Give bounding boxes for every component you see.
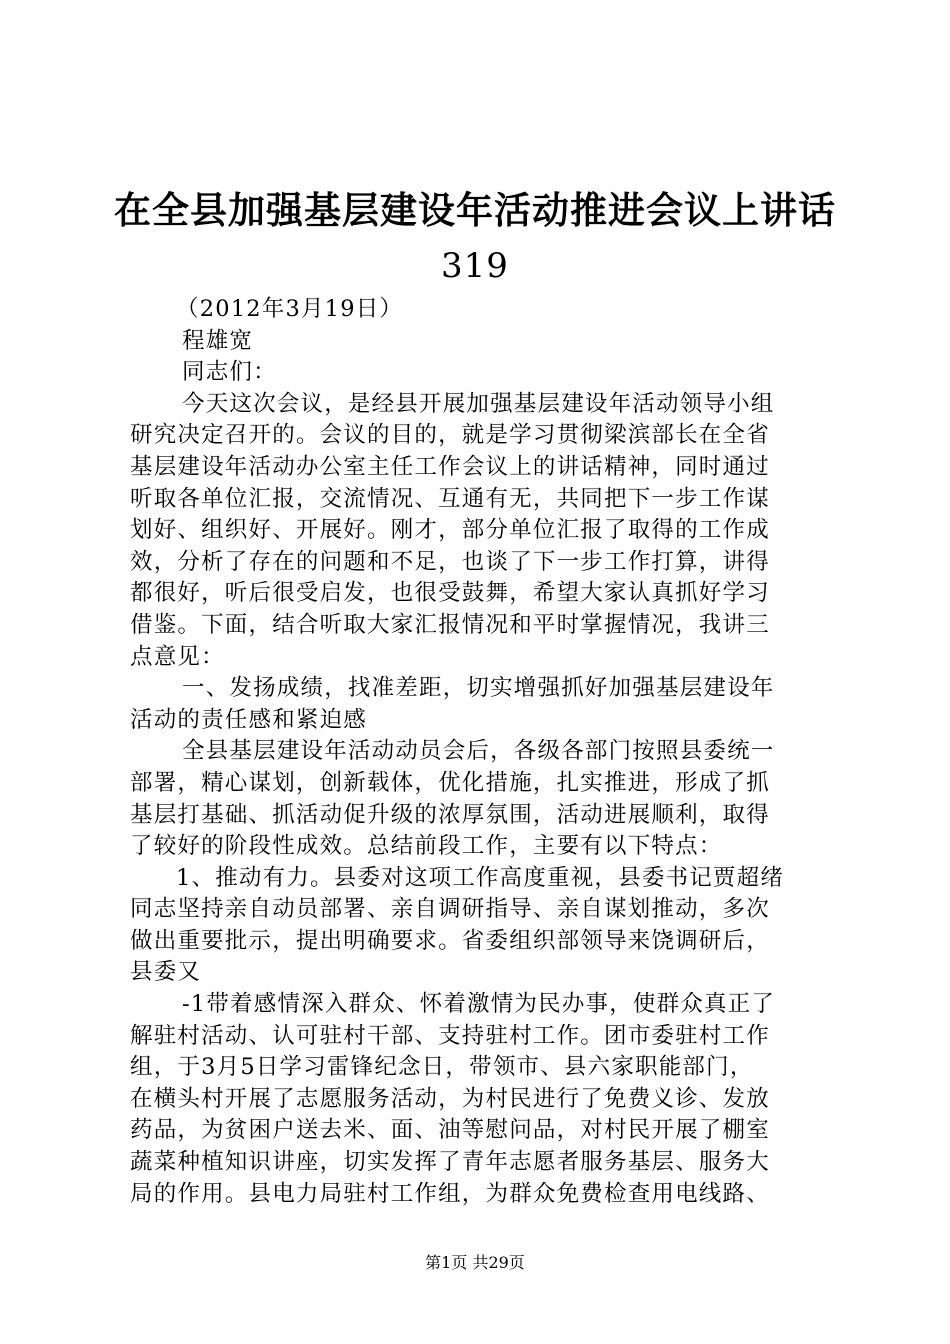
text-line: 组，于3月5日学习雷锋纪念日，带领市、县六家职能部门， xyxy=(130,1054,754,1081)
text-line: 听取各单位汇报，交流情况、互通有无，共同把下一步工作谋 xyxy=(130,485,770,512)
text-line: 同志坚持亲自动员部署、亲自调研指导、亲自谋划推动，多次 xyxy=(130,896,770,923)
text-line: 1、推动有力。县委对这项工作高度重视，县委书记贾超绪 xyxy=(176,864,785,891)
text-line: 一、发扬成绩，找准差距，切实增强抓好加强基层建设年 xyxy=(182,675,775,702)
text-line: 解驻村活动、认可驻村干部、支持驻村工作。团市委驻村工作 xyxy=(130,1022,770,1049)
text-line: 药品，为贫困户送去米、面、油等慰问品，对村民开展了棚室 xyxy=(130,1117,770,1144)
text-line: 效，分析了存在的问题和不足，也谈了下一步工作打算，讲得 xyxy=(130,548,770,575)
text-line: 程雄宽 xyxy=(182,327,254,354)
page-footer: 第1页 共29页 xyxy=(425,1253,525,1272)
text-line: 活动的责任感和紧迫感 xyxy=(130,706,368,733)
text-line: 研究决定召开的。会议的目的，就是学习贯彻梁滨部长在全省 xyxy=(130,422,770,449)
text-line: 蔬菜种植知识讲座，切实发挥了青年志愿者服务基层、服务大 xyxy=(130,1149,770,1176)
document-title-number: 319 xyxy=(441,246,509,286)
document-title: 在全县加强基层建设年活动推进会议上讲话 xyxy=(114,188,836,232)
text-line: -1带着感情深入群众、怀着激情为民办事，使群众真正了 xyxy=(182,991,776,1018)
text-line: 基层建设年活动办公室主任工作会议上的讲话精神，同时通过 xyxy=(130,453,770,480)
text-line: （2012年3月19日） xyxy=(176,296,404,322)
document-body xyxy=(130,294,830,1210)
text-line: 局的作用。县电力局驻村工作组，为群众免费检查用电线路、 xyxy=(130,1180,770,1207)
text-line: 点意见： xyxy=(130,643,225,670)
text-line: 了较好的阶段性成效。总结前段工作，主要有以下特点： xyxy=(130,833,723,860)
text-line: 划好、组织好、开展好。刚才，部分单位汇报了取得的工作成 xyxy=(130,517,770,544)
text-line: 借鉴。下面，结合听取大家汇报情况和平时掌握情况，我讲三 xyxy=(130,611,770,638)
text-line: 都很好，听后很受启发，也很受鼓舞，希望大家认真抓好学习 xyxy=(130,580,770,607)
text-line: 做出重要批示，提出明确要求。省委组织部领导来饶调研后， xyxy=(130,927,770,954)
text-line: 今天这次会议，是经县开展加强基层建设年活动领导小组 xyxy=(182,390,775,417)
text-line: 全县基层建设年活动动员会后，各级各部门按照县委统一 xyxy=(182,738,775,765)
text-line: 部署，精心谋划，创新载体，优化措施，扎实推进，形成了抓 xyxy=(130,769,770,796)
text-line: 县委又 xyxy=(130,959,202,986)
text-line: 同志们： xyxy=(182,359,277,386)
text-line: 在横头村开展了志愿服务活动，为村民进行了免费义诊、发放 xyxy=(130,1085,770,1112)
text-line: 基层打基础、抓活动促升级的浓厚氛围，活动进展顺利，取得 xyxy=(130,801,770,828)
